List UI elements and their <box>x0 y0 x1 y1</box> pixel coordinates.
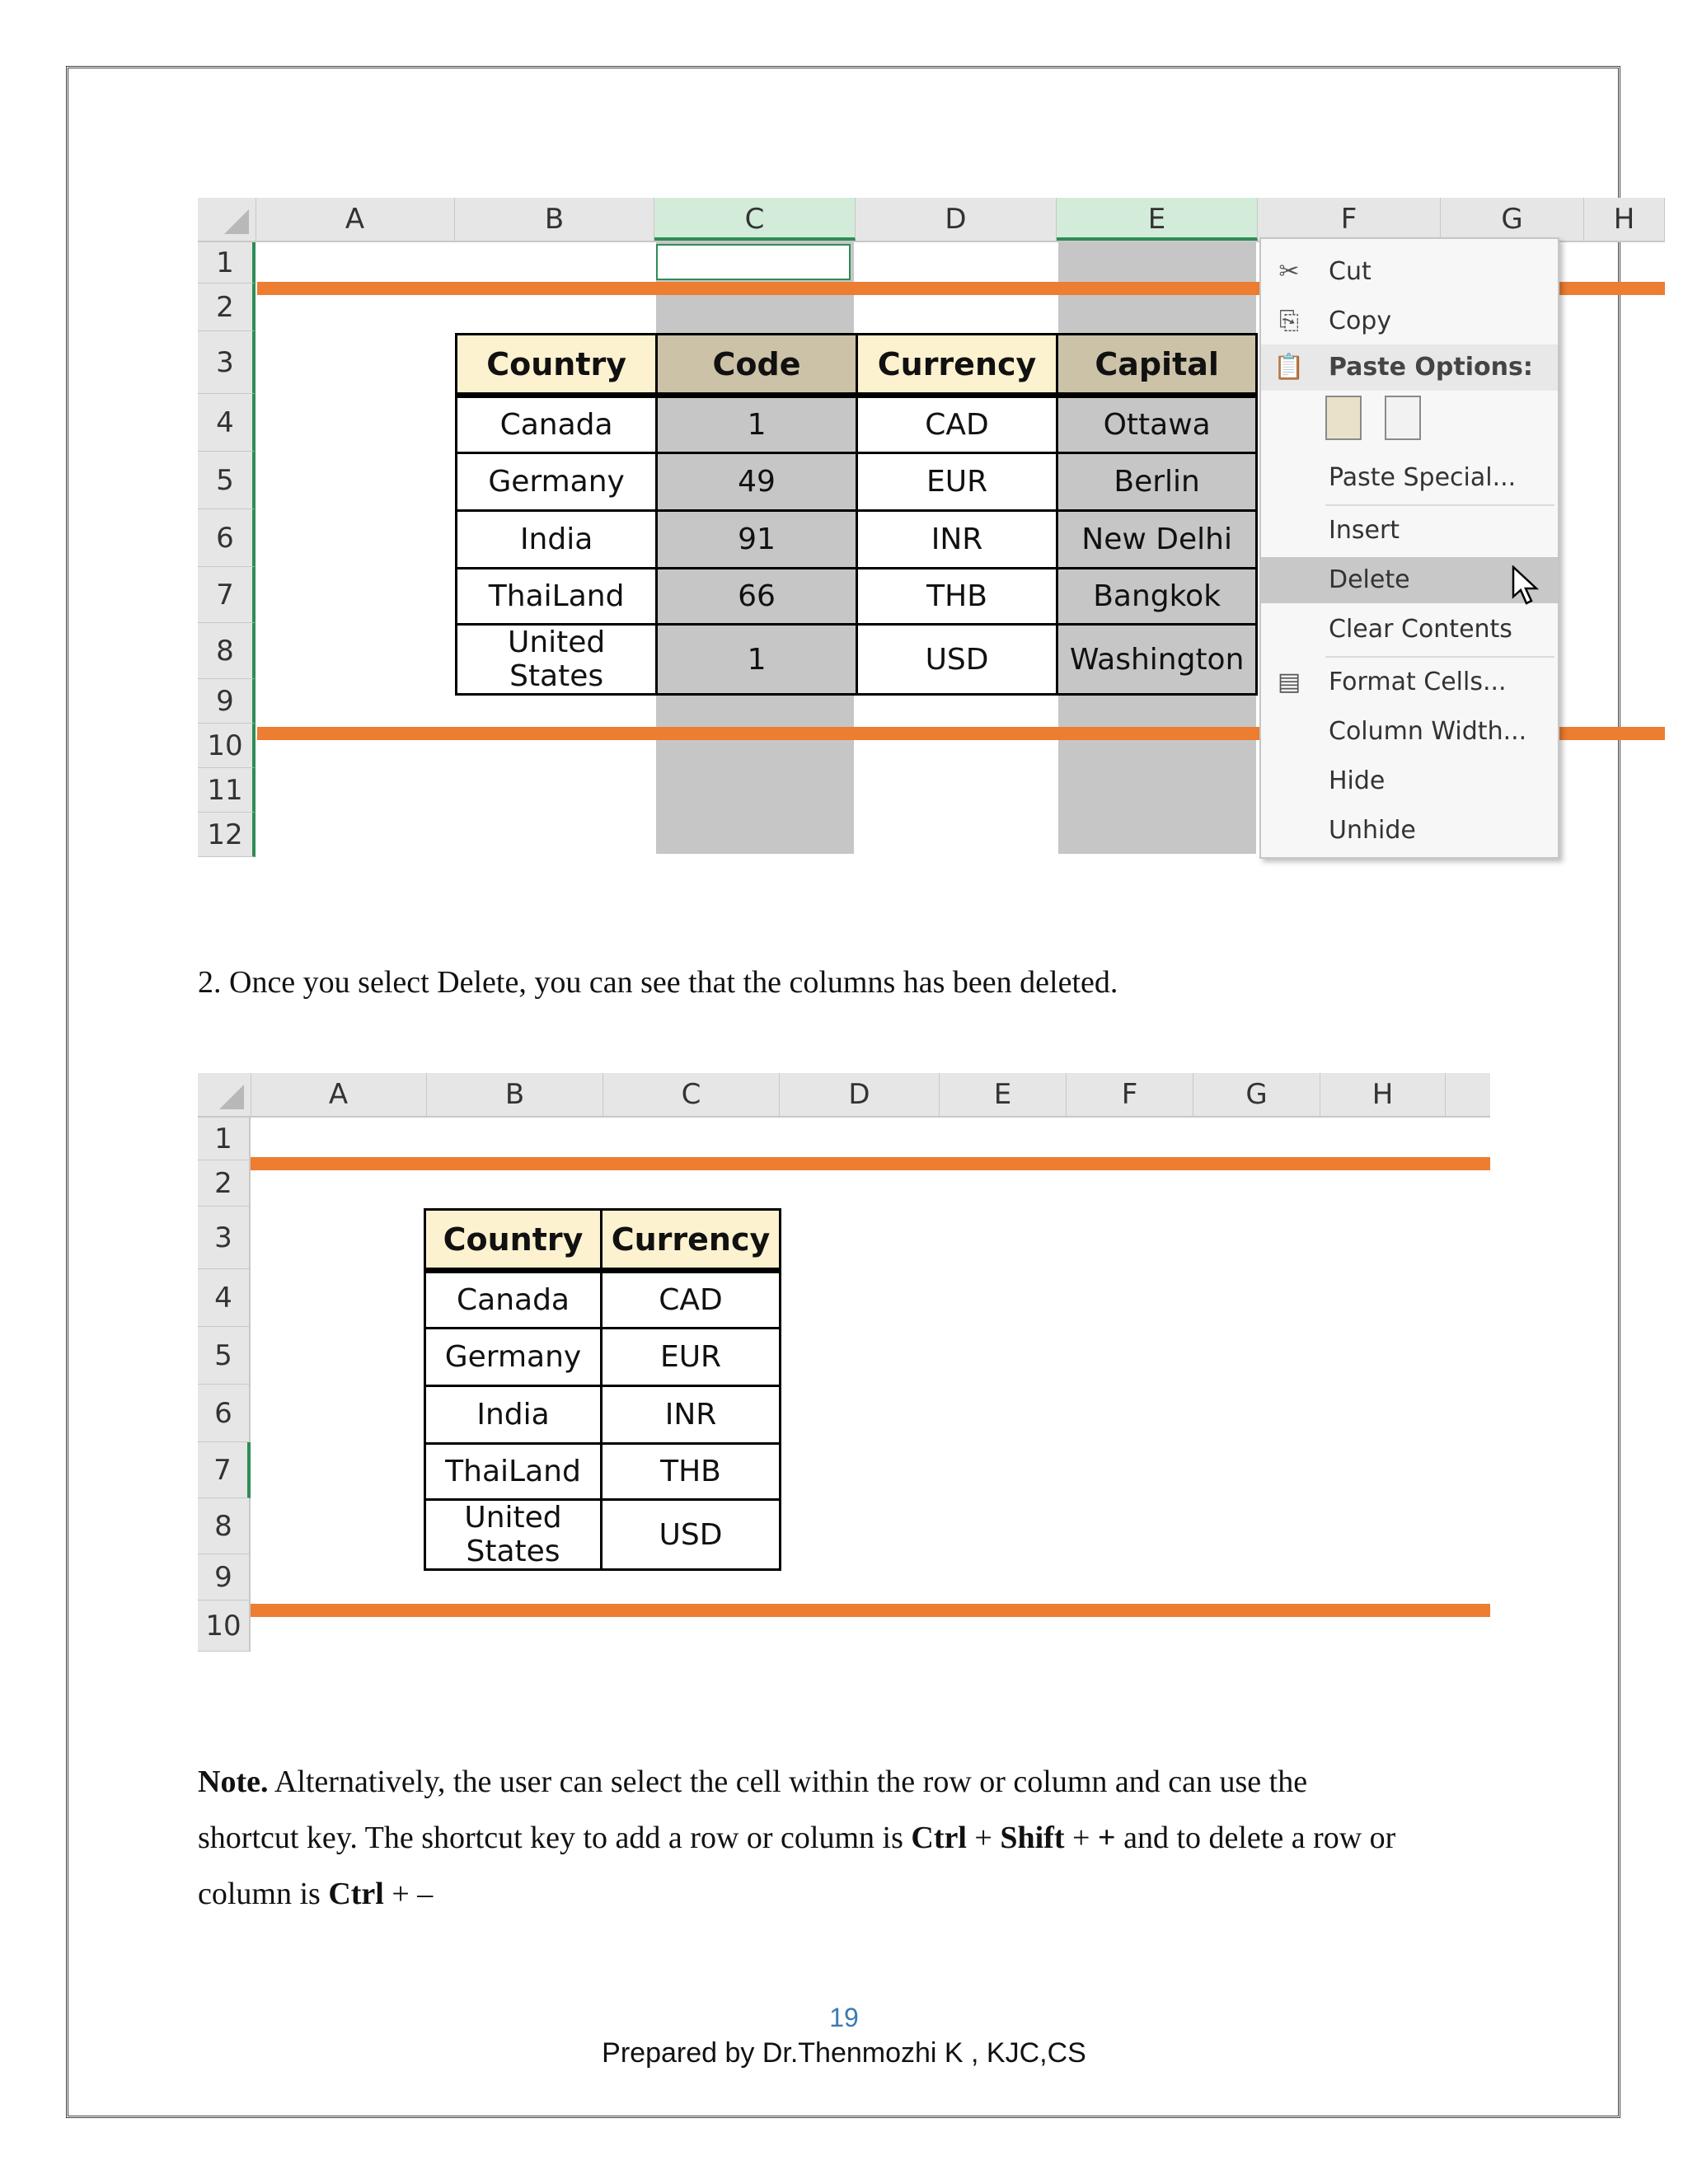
note-text: shortcut key. The shortcut key to add a row or column is <box>198 1821 912 1855</box>
paste-option-icons <box>1325 394 1490 443</box>
column-header-h[interactable]: H <box>1584 198 1665 241</box>
header-country[interactable]: Country <box>457 335 657 396</box>
format-cells-icon: ▤ <box>1277 668 1301 696</box>
menu-label-column-width: Column Width... <box>1329 717 1527 746</box>
context-menu <box>1259 237 1559 859</box>
row-header-12[interactable]: 12 <box>198 813 256 857</box>
row-header-6[interactable]: 6 <box>198 1385 251 1442</box>
row-header-1[interactable]: 1 <box>198 1118 251 1160</box>
column-header-c[interactable]: C <box>603 1073 780 1116</box>
table-cell[interactable]: Germany <box>425 1329 602 1386</box>
column-header-a[interactable]: A <box>251 1073 427 1116</box>
paste-clipboard-icon[interactable] <box>1385 396 1421 440</box>
shortcut-key: Shift <box>1000 1821 1065 1855</box>
orange-border-top <box>251 1157 1490 1170</box>
note-label: Note. <box>198 1765 269 1799</box>
table-cell[interactable]: ThaiLand <box>425 1444 602 1500</box>
table-cell[interactable]: 49 <box>657 453 857 511</box>
table-cell[interactable]: INR <box>602 1386 781 1444</box>
row-header-9[interactable]: 9 <box>198 679 256 724</box>
table-cell[interactable]: ThaiLand <box>457 569 657 625</box>
menu-separator <box>1325 504 1554 506</box>
column-header-g[interactable]: G <box>1441 198 1584 241</box>
menu-item-format-cells[interactable] <box>1261 659 1558 705</box>
note-text: + – <box>383 1877 434 1911</box>
menu-group-paste-options <box>1261 344 1558 391</box>
menu-item-unhide[interactable] <box>1261 808 1558 854</box>
page-number: 19 <box>829 2003 859 2032</box>
menu-item-cut[interactable] <box>1261 249 1558 295</box>
row-header-8[interactable]: 8 <box>198 1498 251 1554</box>
table-cell[interactable]: USD <box>602 1500 781 1570</box>
row-header-9[interactable]: 9 <box>198 1554 251 1601</box>
note-text: + <box>966 1821 1001 1855</box>
table-cell[interactable]: EUR <box>602 1329 781 1386</box>
note-text: Alternatively, the user can select the cell within the row or column and can use the <box>274 1765 1308 1799</box>
row-header-1[interactable]: 1 <box>198 242 256 284</box>
note-line-1 <box>198 1754 1484 1810</box>
header-code[interactable]: Code <box>657 335 857 396</box>
menu-label-insert: Insert <box>1329 516 1400 545</box>
select-all-corner[interactable] <box>198 198 256 241</box>
table-cell[interactable]: CAD <box>602 1271 781 1329</box>
column-header-e[interactable]: E <box>1057 198 1258 241</box>
row-header-6[interactable]: 6 <box>198 509 256 567</box>
menu-label-clear-contents: Clear Contents <box>1329 615 1512 644</box>
data-table-after <box>424 1208 781 1571</box>
menu-label-copy: Copy <box>1329 307 1392 335</box>
mouse-pointer-icon <box>1512 565 1540 607</box>
table-cell[interactable]: CAD <box>856 396 1057 453</box>
column-header-g[interactable]: G <box>1193 1073 1320 1116</box>
shortcut-key: Ctrl <box>911 1821 967 1855</box>
row-header-5[interactable]: 5 <box>198 1327 251 1385</box>
column-header-a[interactable]: A <box>256 198 455 241</box>
orange-border-bottom <box>251 1604 1490 1617</box>
row-header-8[interactable]: 8 <box>198 623 256 679</box>
row-header-11[interactable]: 11 <box>198 768 256 813</box>
note-text: column is <box>198 1877 329 1911</box>
table-cell[interactable]: INR <box>856 511 1057 569</box>
data-table-before <box>455 333 1258 696</box>
column-header-h[interactable]: H <box>1320 1073 1446 1116</box>
column-header-f[interactable]: F <box>1067 1073 1193 1116</box>
table-cell[interactable]: THB <box>856 569 1057 625</box>
step-2-text: 2. Once you select Delete, you can see that the columns has been deleted. <box>198 965 1118 1000</box>
spreadsheet-before <box>198 198 1665 857</box>
menu-separator <box>1325 656 1554 658</box>
note-paragraph <box>198 1754 1484 1922</box>
menu-item-column-width[interactable] <box>1261 709 1558 755</box>
menu-label-cut: Cut <box>1329 257 1372 286</box>
menu-label-delete: Delete <box>1329 565 1410 594</box>
menu-item-hide[interactable] <box>1261 758 1558 804</box>
menu-item-clear-contents[interactable] <box>1261 607 1558 653</box>
header-currency[interactable]: Currency <box>602 1210 781 1271</box>
row-header-3[interactable]: 3 <box>198 331 256 394</box>
table-cell[interactable]: USD <box>856 625 1057 695</box>
header-currency[interactable]: Currency <box>856 335 1057 396</box>
table-cell[interactable]: THB <box>602 1444 781 1500</box>
row-header-5[interactable]: 5 <box>198 452 256 509</box>
menu-label-unhide: Unhide <box>1329 816 1416 845</box>
shortcut-key: + <box>1097 1821 1116 1855</box>
note-line-3 <box>198 1866 1484 1922</box>
prepared-by: Prepared by Dr.Thenmozhi K , KJC,CS <box>602 2037 1086 2069</box>
column-header-b[interactable]: B <box>427 1073 603 1116</box>
copy-icon: ⎘ <box>1279 307 1299 335</box>
column-header-e[interactable]: E <box>940 1073 1067 1116</box>
note-text: + <box>1064 1821 1098 1855</box>
table-cell[interactable]: Washington <box>1057 625 1257 695</box>
table-cell[interactable]: Canada <box>425 1271 602 1329</box>
table-cell[interactable]: New Delhi <box>1057 511 1257 569</box>
row-header-10[interactable]: 10 <box>198 1601 251 1652</box>
table-cell[interactable]: 91 <box>657 511 857 569</box>
table-cell[interactable]: India <box>457 511 657 569</box>
select-all-corner[interactable] <box>198 1073 251 1116</box>
row-header-2[interactable]: 2 <box>198 284 256 331</box>
column-header-d[interactable]: D <box>780 1073 940 1116</box>
column-header-f[interactable]: F <box>1258 198 1441 241</box>
note-text: and to delete a row or <box>1115 1821 1396 1855</box>
row-header-10[interactable]: 10 <box>198 724 256 768</box>
table-cell[interactable]: 1 <box>657 396 857 453</box>
spreadsheet-after <box>198 1073 1490 1653</box>
column-header-d[interactable]: D <box>856 198 1057 241</box>
table-cell[interactable]: India <box>425 1386 602 1444</box>
active-cell-c1[interactable] <box>656 244 851 280</box>
table-cell[interactable]: EUR <box>856 453 1057 511</box>
table-cell[interactable]: Canada <box>457 396 657 453</box>
column-header-c[interactable]: C <box>654 198 856 241</box>
menu-label-paste-options: Paste Options: <box>1329 353 1533 382</box>
table-cell[interactable]: Germany <box>457 453 657 511</box>
menu-label-paste-special: Paste Special... <box>1329 463 1517 492</box>
row-header-4[interactable]: 4 <box>198 394 256 452</box>
table-cell[interactable]: 66 <box>657 569 857 625</box>
note-line-2 <box>198 1810 1484 1866</box>
row-header-7[interactable]: 7 <box>198 567 256 623</box>
paste-icon: 📋 <box>1273 353 1305 382</box>
table-cell[interactable]: United States <box>457 625 657 695</box>
row-header-7[interactable]: 7 <box>198 1442 251 1498</box>
menu-item-paste-special[interactable] <box>1261 455 1558 501</box>
menu-label-format-cells: Format Cells... <box>1329 668 1507 696</box>
scissors-icon: ✂ <box>1278 257 1300 286</box>
table-cell[interactable]: 1 <box>657 625 857 695</box>
paste-formatting-icon[interactable] <box>1325 396 1362 440</box>
column-header-b[interactable]: B <box>455 198 654 241</box>
menu-item-copy[interactable] <box>1261 298 1558 344</box>
menu-item-insert[interactable] <box>1261 508 1558 554</box>
row-header-3[interactable]: 3 <box>198 1207 251 1269</box>
table-cell[interactable]: Bangkok <box>1057 569 1257 625</box>
menu-label-hide: Hide <box>1329 766 1386 795</box>
row-header-4[interactable]: 4 <box>198 1269 251 1327</box>
row-header-2[interactable]: 2 <box>198 1160 251 1207</box>
header-capital[interactable]: Capital <box>1057 335 1257 396</box>
table-cell[interactable]: Berlin <box>1057 453 1257 511</box>
table-cell[interactable]: Ottawa <box>1057 396 1257 453</box>
header-country[interactable]: Country <box>425 1210 602 1271</box>
table-cell[interactable]: United States <box>425 1500 602 1570</box>
shortcut-key: Ctrl <box>328 1877 384 1911</box>
